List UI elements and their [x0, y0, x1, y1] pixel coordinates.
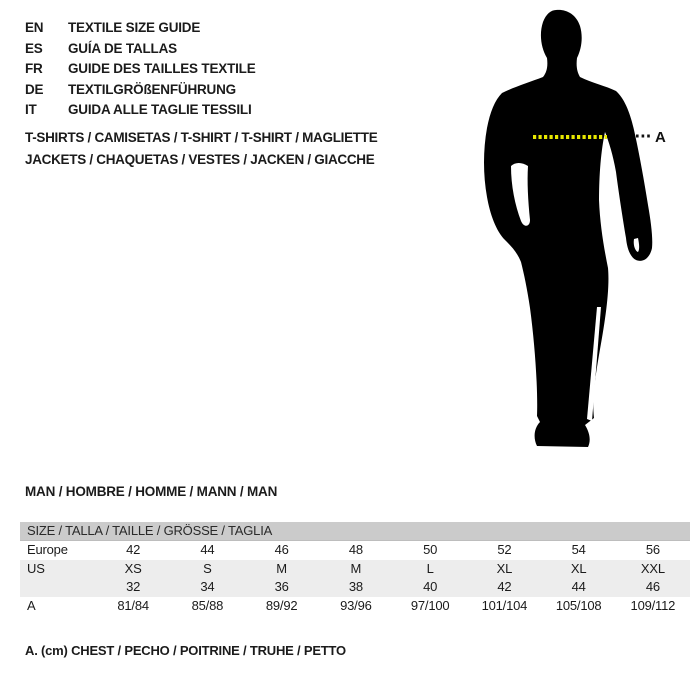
language-label: GUIDE DES TAILLES TEXTILE: [68, 61, 256, 76]
category-tshirts-line: T-SHIRTS / CAMISETAS / T-SHIRT / T-SHIRT / MAGLIETTE: [25, 130, 378, 145]
size-cell: 42: [126, 542, 141, 557]
language-code: IT: [25, 102, 37, 117]
size-cell: XXL: [640, 560, 665, 576]
size-cell: 56: [645, 542, 660, 557]
language-label: TEXTILGRÖßENFÜHRUNG: [68, 81, 236, 97]
size-cell: 50: [423, 542, 438, 557]
table-row-europe: [20, 541, 690, 560]
table-row-chest-a: [20, 597, 690, 616]
language-row-it: [25, 100, 256, 121]
size-cell: 52: [497, 542, 512, 557]
size-cell: 38: [348, 579, 363, 594]
row-label: [20, 578, 96, 597]
language-list: [25, 18, 256, 121]
size-cell: 101/104: [481, 597, 528, 613]
size-cell: M: [276, 560, 287, 576]
size-table-header: SIZE / TALLA / TAILLE / GRÖSSE / TAGLIA: [20, 522, 690, 541]
language-label: GUIDA ALLE TAGLIE TESSILI: [68, 102, 252, 117]
man-silhouette-figure: [460, 0, 700, 460]
row-label: US: [27, 560, 45, 576]
size-cell: XL: [570, 560, 587, 576]
size-cell: 44: [571, 579, 586, 594]
language-row-en: [25, 18, 256, 39]
size-cell: 109/112: [630, 597, 676, 613]
size-cell: 40: [423, 579, 438, 594]
size-cell: 34: [200, 579, 215, 594]
size-cell: 89/92: [265, 597, 298, 613]
size-cell: 105/108: [555, 597, 602, 613]
measure-label-a: A: [655, 129, 666, 146]
size-cell: XS: [124, 560, 142, 576]
garment-categories: [25, 127, 377, 171]
size-table: [20, 522, 690, 615]
size-cell: 42: [497, 579, 512, 594]
silhouette-shape: [484, 10, 652, 447]
size-cell: 36: [274, 579, 289, 594]
size-cell: 85/88: [191, 597, 224, 613]
language-row-fr: [25, 59, 256, 80]
size-cell: S: [203, 560, 212, 576]
size-cell: L: [426, 560, 434, 576]
size-cell: 44: [200, 542, 215, 557]
table-row-us: [20, 560, 690, 579]
size-cell: 81/84: [117, 597, 149, 613]
size-cell: 32: [126, 579, 141, 594]
language-label: TEXTILE SIZE GUIDE: [68, 20, 201, 35]
language-row-es: [25, 39, 256, 60]
language-code: DE: [25, 81, 44, 97]
table-row-numeric: [20, 578, 690, 597]
size-cell: XL: [496, 560, 513, 576]
row-label: Europe: [27, 542, 68, 557]
language-code: EN: [25, 20, 44, 35]
category-jackets-line: JACKETS / CHAQUETAS / VESTES / JACKEN / GIACCHE: [25, 152, 375, 167]
footnote-chest: A. (cm) CHEST / PECHO / POITRINE / TRUHE / PETTO: [25, 643, 346, 658]
size-cell: 46: [274, 542, 289, 557]
language-label: GUÍA DE TALLAS: [68, 40, 177, 56]
size-cell: 93/96: [340, 597, 372, 613]
language-code: ES: [25, 40, 43, 56]
language-row-de: [25, 80, 256, 101]
language-code: FR: [25, 61, 43, 76]
size-cell: 46: [645, 579, 660, 594]
row-label: A: [27, 597, 36, 613]
size-cell: 97/100: [410, 597, 450, 613]
size-cell: M: [350, 560, 362, 576]
size-cell: 54: [571, 542, 586, 557]
section-title-man: MAN / HOMBRE / HOMME / MANN / MAN: [25, 484, 278, 499]
size-cell: 48: [348, 542, 363, 557]
